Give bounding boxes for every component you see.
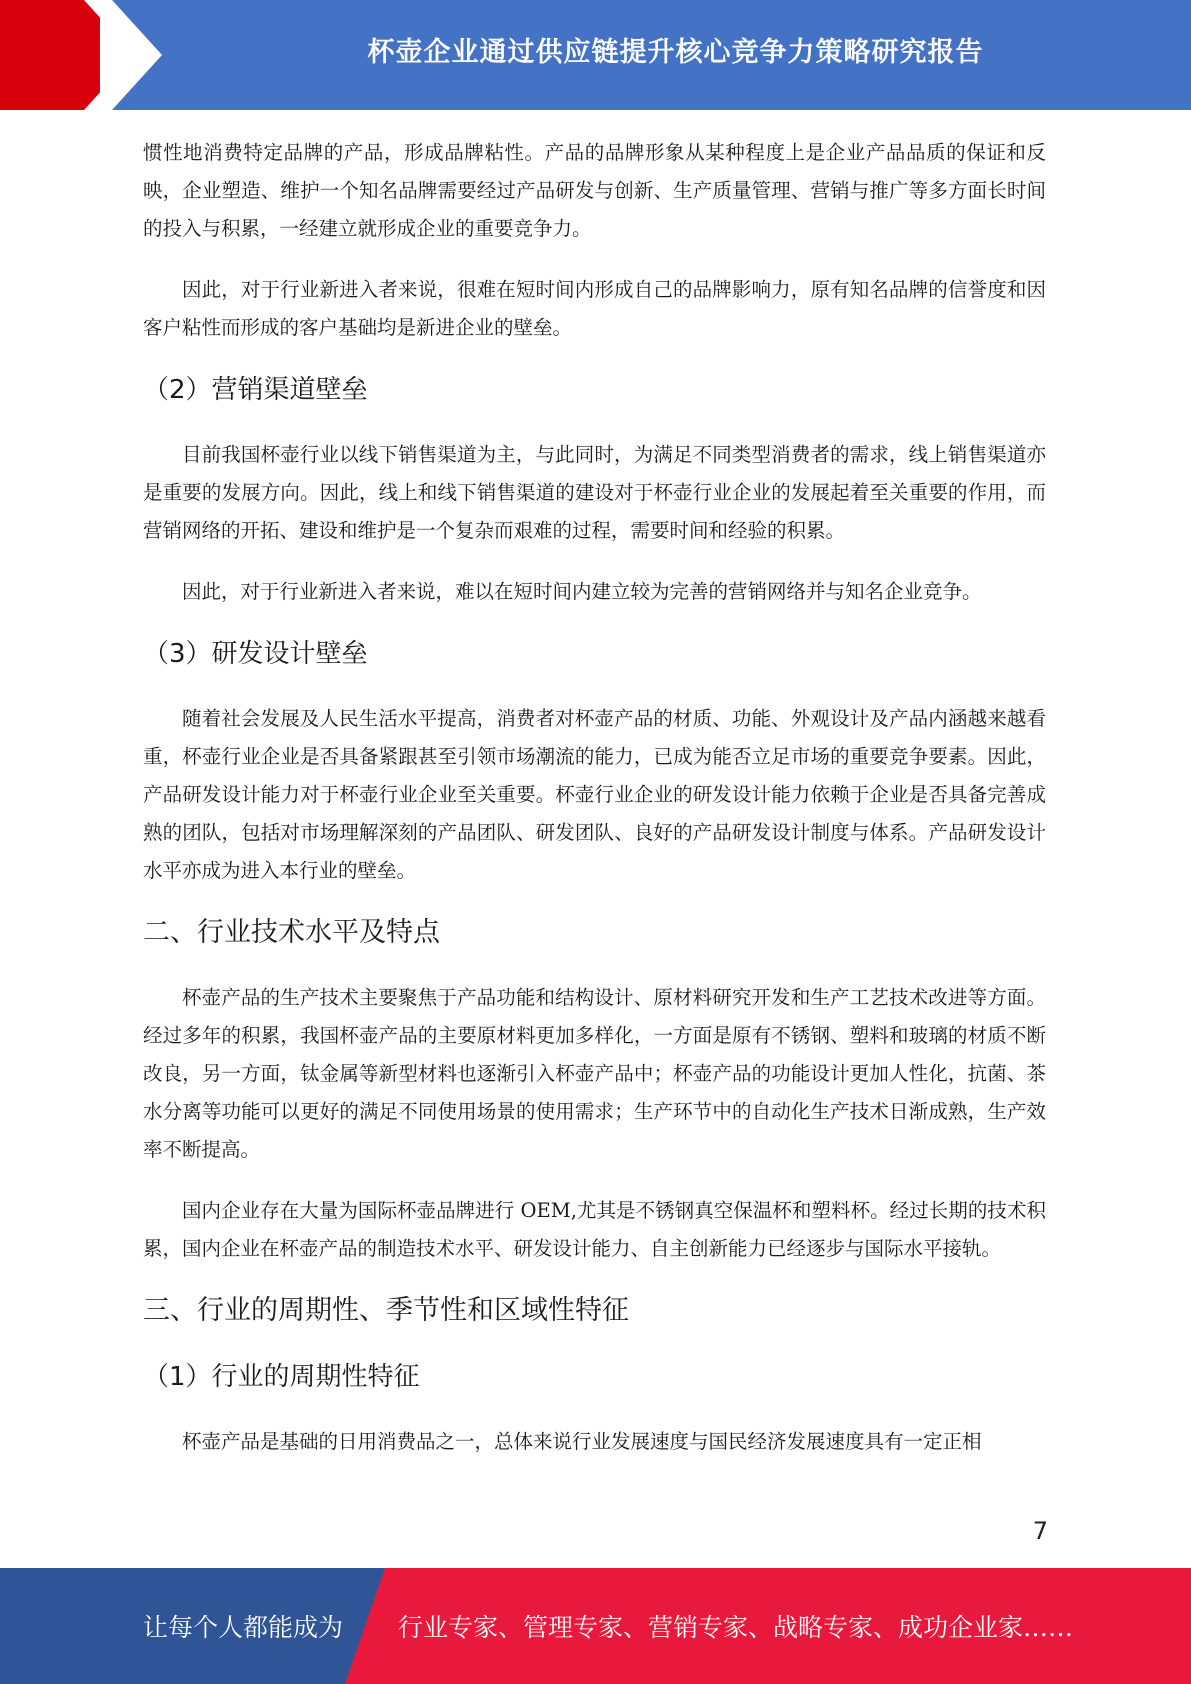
chapter-heading-cyclicality: 三、行业的周期性、季节性和区域性特征 [143,1295,629,1326]
document-body [143,134,1046,1484]
paragraph: 目前我国杯壶行业以线下销售渠道为主，与此同时，为满足不同类型消费者的需求，线上销售渠道亦是重要的发展方向。因此，线上和线下销售渠道的建设对于杯壶行业企业的发展起着至关重要的作用，而营销网络的开拓、建设和维护是一个复杂而艰难的过程，需要时间和经验的积累。 [143,443,1046,542]
paragraph: 杯壶产品的生产技术主要聚焦于产品功能和结构设计、原材料研究开发和生产工艺技术改进等方面。经过多年的积累，我国杯壶产品的主要原材料更加多样化，一方面是原有不锈钢、塑料和玻璃的材质不断改良，另一方面，钛金属等新型材料也逐渐引入杯壶产品中；杯壶产品的功能设计更加人性化，抗菌、茶水分离等功能可以更好的满足不同使用场景的使用需求；生产环节中的自动化生产技术日渐成熟，生产效率不断提高。 [143,986,1046,1161]
chapter-heading-technology: 二、行业技术水平及特点 [143,917,440,948]
section-heading-marketing-barrier: （2）营销渠道壁垒 [143,375,368,405]
page-footer [0,1568,1191,1684]
paragraph: 国内企业存在大量为国际杯壶品牌进行 OEM,尤其是不锈钢真空保温杯和塑料杯。经过长期的技术积累，国内企业在杯壶产品的制造技术水平、研发设计能力、自主创新能力已经逐步与国际水平接轨。 [143,1199,1046,1260]
paragraph: 随着社会发展及人民生活水平提高，消费者对杯壶产品的材质、功能、外观设计及产品内涵越来越看重，杯壶行业企业是否具备紧跟甚至引领市场潮流的能力，已成为能否立足市场的重要竞争要素。因此，产品研发设计能力对于杯壶行业企业至关重要。杯壶行业企业的研发设计能力依赖于企业是否具备完善成熟的团队，包括对市场理解深刻的产品团队、研发团队、良好的产品研发设计制度与体系。产品研发设计水平亦成为进入本行业的壁垒。 [143,707,1046,882]
page-header [0,0,1191,110]
document-title: 杯壶企业通过供应链提升核心竞争力策略研究报告 [367,37,984,68]
paragraph: 因此，对于行业新进入者来说，很难在短时间内形成自己的品牌影响力，原有知名品牌的信誉度和因客户粘性而形成的客户基础均是新进企业的壁垒。 [143,278,1046,339]
paragraph: 杯壶产品是基础的日用消费品之一，总体来说行业发展速度与国民经济发展速度具有一定正相 [182,1430,982,1453]
section-heading-rd-barrier: （3）研发设计壁垒 [143,639,368,669]
footer-slogan-left: 让每个人都能成为 [143,1613,344,1642]
paragraph: 因此，对于行业新进入者来说，难以在短时间内建立较为完善的营销网络并与知名企业竞争。 [182,580,982,603]
section-heading-cyclicality: （1）行业的周期性特征 [143,1362,420,1392]
paragraph: 惯性地消费特定品牌的产品，形成品牌粘性。产品的品牌形象从某种程度上是企业产品品质的保证和反映，企业塑造、维护一个知名品牌需要经过产品研发与创新、生产质量管理、营销与推广等多方面长时间的投入与积累，一经建立就形成企业的重要竞争力。 [143,141,1046,240]
footer-slogan-right: 行业专家、管理专家、营销专家、战略专家、成功企业家…… [398,1613,1074,1642]
page-number: 7 [1032,1517,1048,1545]
